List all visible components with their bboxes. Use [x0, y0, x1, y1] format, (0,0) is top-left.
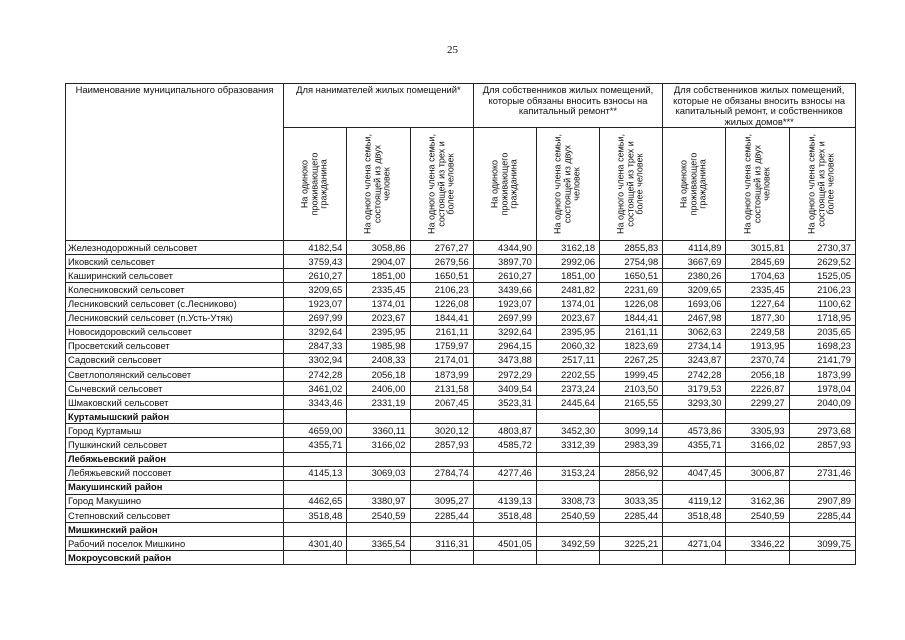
value-cell: 2202,55	[536, 367, 599, 381]
municipality-name: Просветский сельсовет	[66, 339, 284, 353]
value-cell	[663, 523, 726, 537]
value-cell	[347, 410, 410, 424]
value-cell: 1923,07	[473, 297, 536, 311]
tenants-group-header: Для нанимателей жилых помещений*	[284, 84, 474, 128]
value-cell: 3305,93	[726, 424, 789, 438]
value-cell	[536, 551, 599, 565]
value-cell: 3179,53	[663, 382, 726, 396]
table-row	[66, 353, 856, 367]
municipality-name: Новосидоровский сельсовет	[66, 325, 284, 339]
value-cell: 3492,59	[536, 537, 599, 551]
value-cell: 2964,15	[473, 339, 536, 353]
value-cell: 2992,06	[536, 255, 599, 269]
value-cell: 3360,11	[347, 424, 410, 438]
table-row	[66, 241, 856, 255]
value-cell	[410, 410, 473, 424]
value-cell: 2972,29	[473, 367, 536, 381]
value-cell: 1227,64	[726, 297, 789, 311]
municipality-name: Степновский сельсовет	[66, 508, 284, 522]
value-cell: 2141,79	[789, 353, 855, 367]
table-row	[66, 466, 856, 480]
value-cell: 2226,87	[726, 382, 789, 396]
municipality-name: Лесниковский сельсовет (п.Усть-Утяк)	[66, 311, 284, 325]
value-cell	[789, 452, 855, 466]
value-cell: 1851,00	[536, 269, 599, 283]
value-cell: 3099,75	[789, 537, 855, 551]
owners-without-repair-fee-group-header: Для собственников жилых помещений, которые не обязаны вносить взносы на капитальный ремонт, и собственников жилых домов***	[663, 84, 856, 128]
value-cell: 3308,73	[536, 494, 599, 508]
value-cell: 1374,01	[347, 297, 410, 311]
value-cell: 2857,93	[410, 438, 473, 452]
value-cell: 3292,64	[473, 325, 536, 339]
value-cell	[726, 551, 789, 565]
value-cell: 3292,64	[284, 325, 347, 339]
table-row	[66, 297, 856, 311]
value-cell: 2161,11	[410, 325, 473, 339]
value-cell: 3020,12	[410, 424, 473, 438]
subcol-single-header: На одиноко проживающего гражданина	[284, 128, 347, 241]
value-cell	[789, 410, 855, 424]
table-row	[66, 424, 856, 438]
value-cell	[789, 551, 855, 565]
value-cell: 4355,71	[284, 438, 347, 452]
value-cell: 4277,46	[473, 466, 536, 480]
table-body	[66, 241, 856, 565]
value-cell	[600, 452, 663, 466]
value-cell: 2731,46	[789, 466, 855, 480]
value-cell: 3523,31	[473, 396, 536, 410]
district-row	[66, 551, 856, 565]
value-cell	[663, 551, 726, 565]
value-cell: 2267,25	[600, 353, 663, 367]
municipality-name: Колесниковский сельсовет	[66, 283, 284, 297]
value-cell	[473, 523, 536, 537]
value-cell: 2517,11	[536, 353, 599, 367]
value-cell: 1226,08	[410, 297, 473, 311]
value-cell: 1650,51	[410, 269, 473, 283]
table-row	[66, 255, 856, 269]
value-cell: 2467,98	[663, 311, 726, 325]
value-cell: 1650,51	[600, 269, 663, 283]
municipality-column-header: Наименование муниципального образования	[66, 84, 284, 241]
value-cell	[284, 410, 347, 424]
value-cell	[473, 551, 536, 565]
value-cell: 2103,50	[600, 382, 663, 396]
value-cell: 1226,08	[600, 297, 663, 311]
value-cell: 2165,55	[600, 396, 663, 410]
municipality-name: Куртамышский район	[66, 410, 284, 424]
subcol-three-plus-header: На одного члена семьи, состоящей из трех и более человек	[600, 128, 663, 241]
value-cell: 2481,82	[536, 283, 599, 297]
value-cell: 1999,45	[600, 367, 663, 381]
value-cell: 2629,52	[789, 255, 855, 269]
value-cell	[347, 480, 410, 494]
value-cell: 1374,01	[536, 297, 599, 311]
subcol-single-header: На одиноко проживающего гражданина	[663, 128, 726, 241]
value-cell: 2754,98	[600, 255, 663, 269]
value-cell	[284, 523, 347, 537]
value-cell: 3069,03	[347, 466, 410, 480]
value-cell: 2847,33	[284, 339, 347, 353]
value-cell: 2040,09	[789, 396, 855, 410]
value-cell: 2408,33	[347, 353, 410, 367]
value-cell	[473, 410, 536, 424]
value-cell	[536, 523, 599, 537]
value-cell: 2131,58	[410, 382, 473, 396]
subcol-single-header: На одиноко проживающего гражданина	[473, 128, 536, 241]
value-cell: 2056,18	[347, 367, 410, 381]
table-row	[66, 269, 856, 283]
value-cell: 3116,31	[410, 537, 473, 551]
value-cell	[600, 551, 663, 565]
value-cell: 2856,92	[600, 466, 663, 480]
municipality-name: Макушинский район	[66, 480, 284, 494]
value-cell	[726, 410, 789, 424]
value-cell: 2023,67	[536, 311, 599, 325]
table-header	[66, 84, 856, 241]
table-row	[66, 283, 856, 297]
value-cell: 2174,01	[410, 353, 473, 367]
value-cell: 3166,02	[347, 438, 410, 452]
value-cell: 3153,24	[536, 466, 599, 480]
table-row	[66, 508, 856, 522]
value-cell: 2540,59	[536, 508, 599, 522]
municipality-name: Мишкинский район	[66, 523, 284, 537]
value-cell: 2161,11	[600, 325, 663, 339]
value-cell: 2742,28	[663, 367, 726, 381]
value-cell: 1873,99	[410, 367, 473, 381]
municipality-name: Город Куртамыш	[66, 424, 284, 438]
value-cell: 2855,83	[600, 241, 663, 255]
table-row	[66, 382, 856, 396]
value-cell	[473, 480, 536, 494]
district-row	[66, 480, 856, 494]
value-cell: 2697,99	[473, 311, 536, 325]
value-cell: 4344,90	[473, 241, 536, 255]
value-cell: 4119,12	[663, 494, 726, 508]
value-cell: 4114,89	[663, 241, 726, 255]
value-cell: 3209,65	[663, 283, 726, 297]
municipality-name: Рабочий поселок Мишкино	[66, 537, 284, 551]
table-row	[66, 311, 856, 325]
value-cell: 4585,72	[473, 438, 536, 452]
value-cell: 4462,65	[284, 494, 347, 508]
value-cell	[410, 452, 473, 466]
value-cell: 4139,13	[473, 494, 536, 508]
value-cell: 2767,27	[410, 241, 473, 255]
municipality-name: Железнодорожный сельсовет	[66, 241, 284, 255]
table-row	[66, 339, 856, 353]
value-cell: 3243,87	[663, 353, 726, 367]
value-cell	[410, 523, 473, 537]
municipality-name: Сычевский сельсовет	[66, 382, 284, 396]
district-row	[66, 410, 856, 424]
value-cell	[789, 523, 855, 537]
value-cell	[347, 523, 410, 537]
value-cell: 3518,48	[473, 508, 536, 522]
value-cell: 3062,63	[663, 325, 726, 339]
value-cell: 3897,70	[473, 255, 536, 269]
value-cell: 2056,18	[726, 367, 789, 381]
housing-cost-table	[65, 83, 856, 565]
value-cell: 2380,26	[663, 269, 726, 283]
value-cell: 2395,95	[347, 325, 410, 339]
value-cell: 1978,04	[789, 382, 855, 396]
value-cell: 2067,45	[410, 396, 473, 410]
table-row	[66, 325, 856, 339]
value-cell: 1923,07	[284, 297, 347, 311]
value-cell: 2285,44	[410, 508, 473, 522]
value-cell: 2373,24	[536, 382, 599, 396]
value-cell	[726, 480, 789, 494]
value-cell: 2445,64	[536, 396, 599, 410]
value-cell: 3365,54	[347, 537, 410, 551]
value-cell: 3346,22	[726, 537, 789, 551]
value-cell: 2335,45	[726, 283, 789, 297]
value-cell: 2285,44	[789, 508, 855, 522]
value-cell: 2697,99	[284, 311, 347, 325]
subcol-two-person-header: На одного члена семьи, состоящей из двух человек	[726, 128, 789, 241]
value-cell: 4659,00	[284, 424, 347, 438]
value-cell: 4501,05	[473, 537, 536, 551]
value-cell: 1873,99	[789, 367, 855, 381]
municipality-name: Каширинский сельсовет	[66, 269, 284, 283]
value-cell: 3518,48	[284, 508, 347, 522]
value-cell	[663, 410, 726, 424]
value-cell: 3473,88	[473, 353, 536, 367]
value-cell: 3312,39	[536, 438, 599, 452]
municipality-name: Лебяжьевский район	[66, 452, 284, 466]
district-row	[66, 452, 856, 466]
value-cell	[410, 480, 473, 494]
value-cell	[347, 452, 410, 466]
value-cell: 1704,63	[726, 269, 789, 283]
value-cell: 3225,21	[600, 537, 663, 551]
value-cell: 1913,95	[726, 339, 789, 353]
municipality-name: Шмаковский сельсовет	[66, 396, 284, 410]
value-cell: 3667,69	[663, 255, 726, 269]
value-cell	[663, 452, 726, 466]
value-cell: 2845,69	[726, 255, 789, 269]
value-cell: 2335,45	[347, 283, 410, 297]
value-cell: 1844,41	[410, 311, 473, 325]
value-cell: 2231,69	[600, 283, 663, 297]
value-cell: 4182,54	[284, 241, 347, 255]
value-cell	[600, 480, 663, 494]
value-cell	[536, 480, 599, 494]
value-cell: 3302,94	[284, 353, 347, 367]
value-cell: 4573,86	[663, 424, 726, 438]
value-cell: 3439,66	[473, 283, 536, 297]
value-cell: 1759,97	[410, 339, 473, 353]
value-cell: 3380,97	[347, 494, 410, 508]
value-cell: 1844,41	[600, 311, 663, 325]
value-cell: 2983,39	[600, 438, 663, 452]
value-cell: 4145,13	[284, 466, 347, 480]
table-row	[66, 438, 856, 452]
subcol-three-plus-header: На одного члена семьи, состоящей из трех и более человек	[410, 128, 473, 241]
value-cell: 3099,14	[600, 424, 663, 438]
value-cell: 2023,67	[347, 311, 410, 325]
district-row	[66, 523, 856, 537]
value-cell: 2370,74	[726, 353, 789, 367]
value-cell	[473, 452, 536, 466]
value-cell: 2610,27	[473, 269, 536, 283]
value-cell	[726, 452, 789, 466]
value-cell	[284, 452, 347, 466]
value-cell	[600, 410, 663, 424]
value-cell: 2540,59	[726, 508, 789, 522]
value-cell	[789, 480, 855, 494]
value-cell: 1877,30	[726, 311, 789, 325]
value-cell: 3343,46	[284, 396, 347, 410]
value-cell: 1851,00	[347, 269, 410, 283]
value-cell: 2285,44	[600, 508, 663, 522]
value-cell: 3015,81	[726, 241, 789, 255]
value-cell: 2249,58	[726, 325, 789, 339]
value-cell: 1718,95	[789, 311, 855, 325]
municipality-name: Мокроусовский район	[66, 551, 284, 565]
subcol-two-person-header: На одного члена семьи, состоящей из двух человек	[536, 128, 599, 241]
table-row	[66, 537, 856, 551]
subcol-two-person-header: На одного члена семьи, состоящей из двух человек	[347, 128, 410, 241]
value-cell: 2973,68	[789, 424, 855, 438]
value-cell: 2734,14	[663, 339, 726, 353]
value-cell: 2106,23	[789, 283, 855, 297]
value-cell: 2106,23	[410, 283, 473, 297]
municipality-name: Пушкинский сельсовет	[66, 438, 284, 452]
value-cell: 3518,48	[663, 508, 726, 522]
value-cell: 2742,28	[284, 367, 347, 381]
municipality-name: Лесниковский сельсовет (с.Лесниково)	[66, 297, 284, 311]
value-cell: 4271,04	[663, 537, 726, 551]
value-cell	[284, 480, 347, 494]
value-cell	[600, 523, 663, 537]
value-cell: 1823,69	[600, 339, 663, 353]
value-cell: 2035,65	[789, 325, 855, 339]
value-cell: 4301,40	[284, 537, 347, 551]
value-cell: 2610,27	[284, 269, 347, 283]
value-cell	[410, 551, 473, 565]
municipality-name: Лебяжьевский поссовет	[66, 466, 284, 480]
table-row	[66, 494, 856, 508]
table-row	[66, 367, 856, 381]
value-cell: 2331,19	[347, 396, 410, 410]
value-cell	[347, 551, 410, 565]
municipality-name: Иковский сельсовет	[66, 255, 284, 269]
value-cell: 2406,00	[347, 382, 410, 396]
value-cell: 4355,71	[663, 438, 726, 452]
value-cell: 2904,07	[347, 255, 410, 269]
value-cell: 3293,30	[663, 396, 726, 410]
value-cell: 3162,18	[536, 241, 599, 255]
value-cell: 3452,30	[536, 424, 599, 438]
value-cell: 3006,87	[726, 466, 789, 480]
value-cell: 3759,43	[284, 255, 347, 269]
value-cell: 4803,87	[473, 424, 536, 438]
value-cell: 1693,06	[663, 297, 726, 311]
value-cell: 2730,37	[789, 241, 855, 255]
value-cell: 1985,98	[347, 339, 410, 353]
value-cell	[536, 452, 599, 466]
value-cell: 2857,93	[789, 438, 855, 452]
value-cell: 1100,62	[789, 297, 855, 311]
subcol-three-plus-header: На одного члена семьи, состоящей из трех и более человек	[789, 128, 855, 241]
value-cell: 3058,86	[347, 241, 410, 255]
municipality-name: Садовский сельсовет	[66, 353, 284, 367]
value-cell: 2784,74	[410, 466, 473, 480]
municipality-name: Город Макушино	[66, 494, 284, 508]
value-cell	[663, 480, 726, 494]
value-cell: 2679,56	[410, 255, 473, 269]
value-cell: 2540,59	[347, 508, 410, 522]
value-cell: 4047,45	[663, 466, 726, 480]
value-cell: 3209,65	[284, 283, 347, 297]
value-cell: 1698,23	[789, 339, 855, 353]
value-cell: 3033,35	[600, 494, 663, 508]
value-cell: 1525,05	[789, 269, 855, 283]
municipality-name: Светлополянский сельсовет	[66, 367, 284, 381]
value-cell: 3409,54	[473, 382, 536, 396]
page-number: 25	[447, 44, 458, 56]
value-cell: 2395,95	[536, 325, 599, 339]
value-cell: 3095,27	[410, 494, 473, 508]
table-row	[66, 396, 856, 410]
value-cell: 3166,02	[726, 438, 789, 452]
value-cell	[536, 410, 599, 424]
value-cell: 3461,02	[284, 382, 347, 396]
value-cell	[284, 551, 347, 565]
value-cell: 2060,32	[536, 339, 599, 353]
owners-with-repair-fee-group-header: Для собственников жилых помещений, которые обязаны вносить взносы на капитальный ремонт**	[473, 84, 663, 128]
value-cell	[726, 523, 789, 537]
value-cell: 2907,89	[789, 494, 855, 508]
value-cell: 3162,36	[726, 494, 789, 508]
value-cell: 2299,27	[726, 396, 789, 410]
